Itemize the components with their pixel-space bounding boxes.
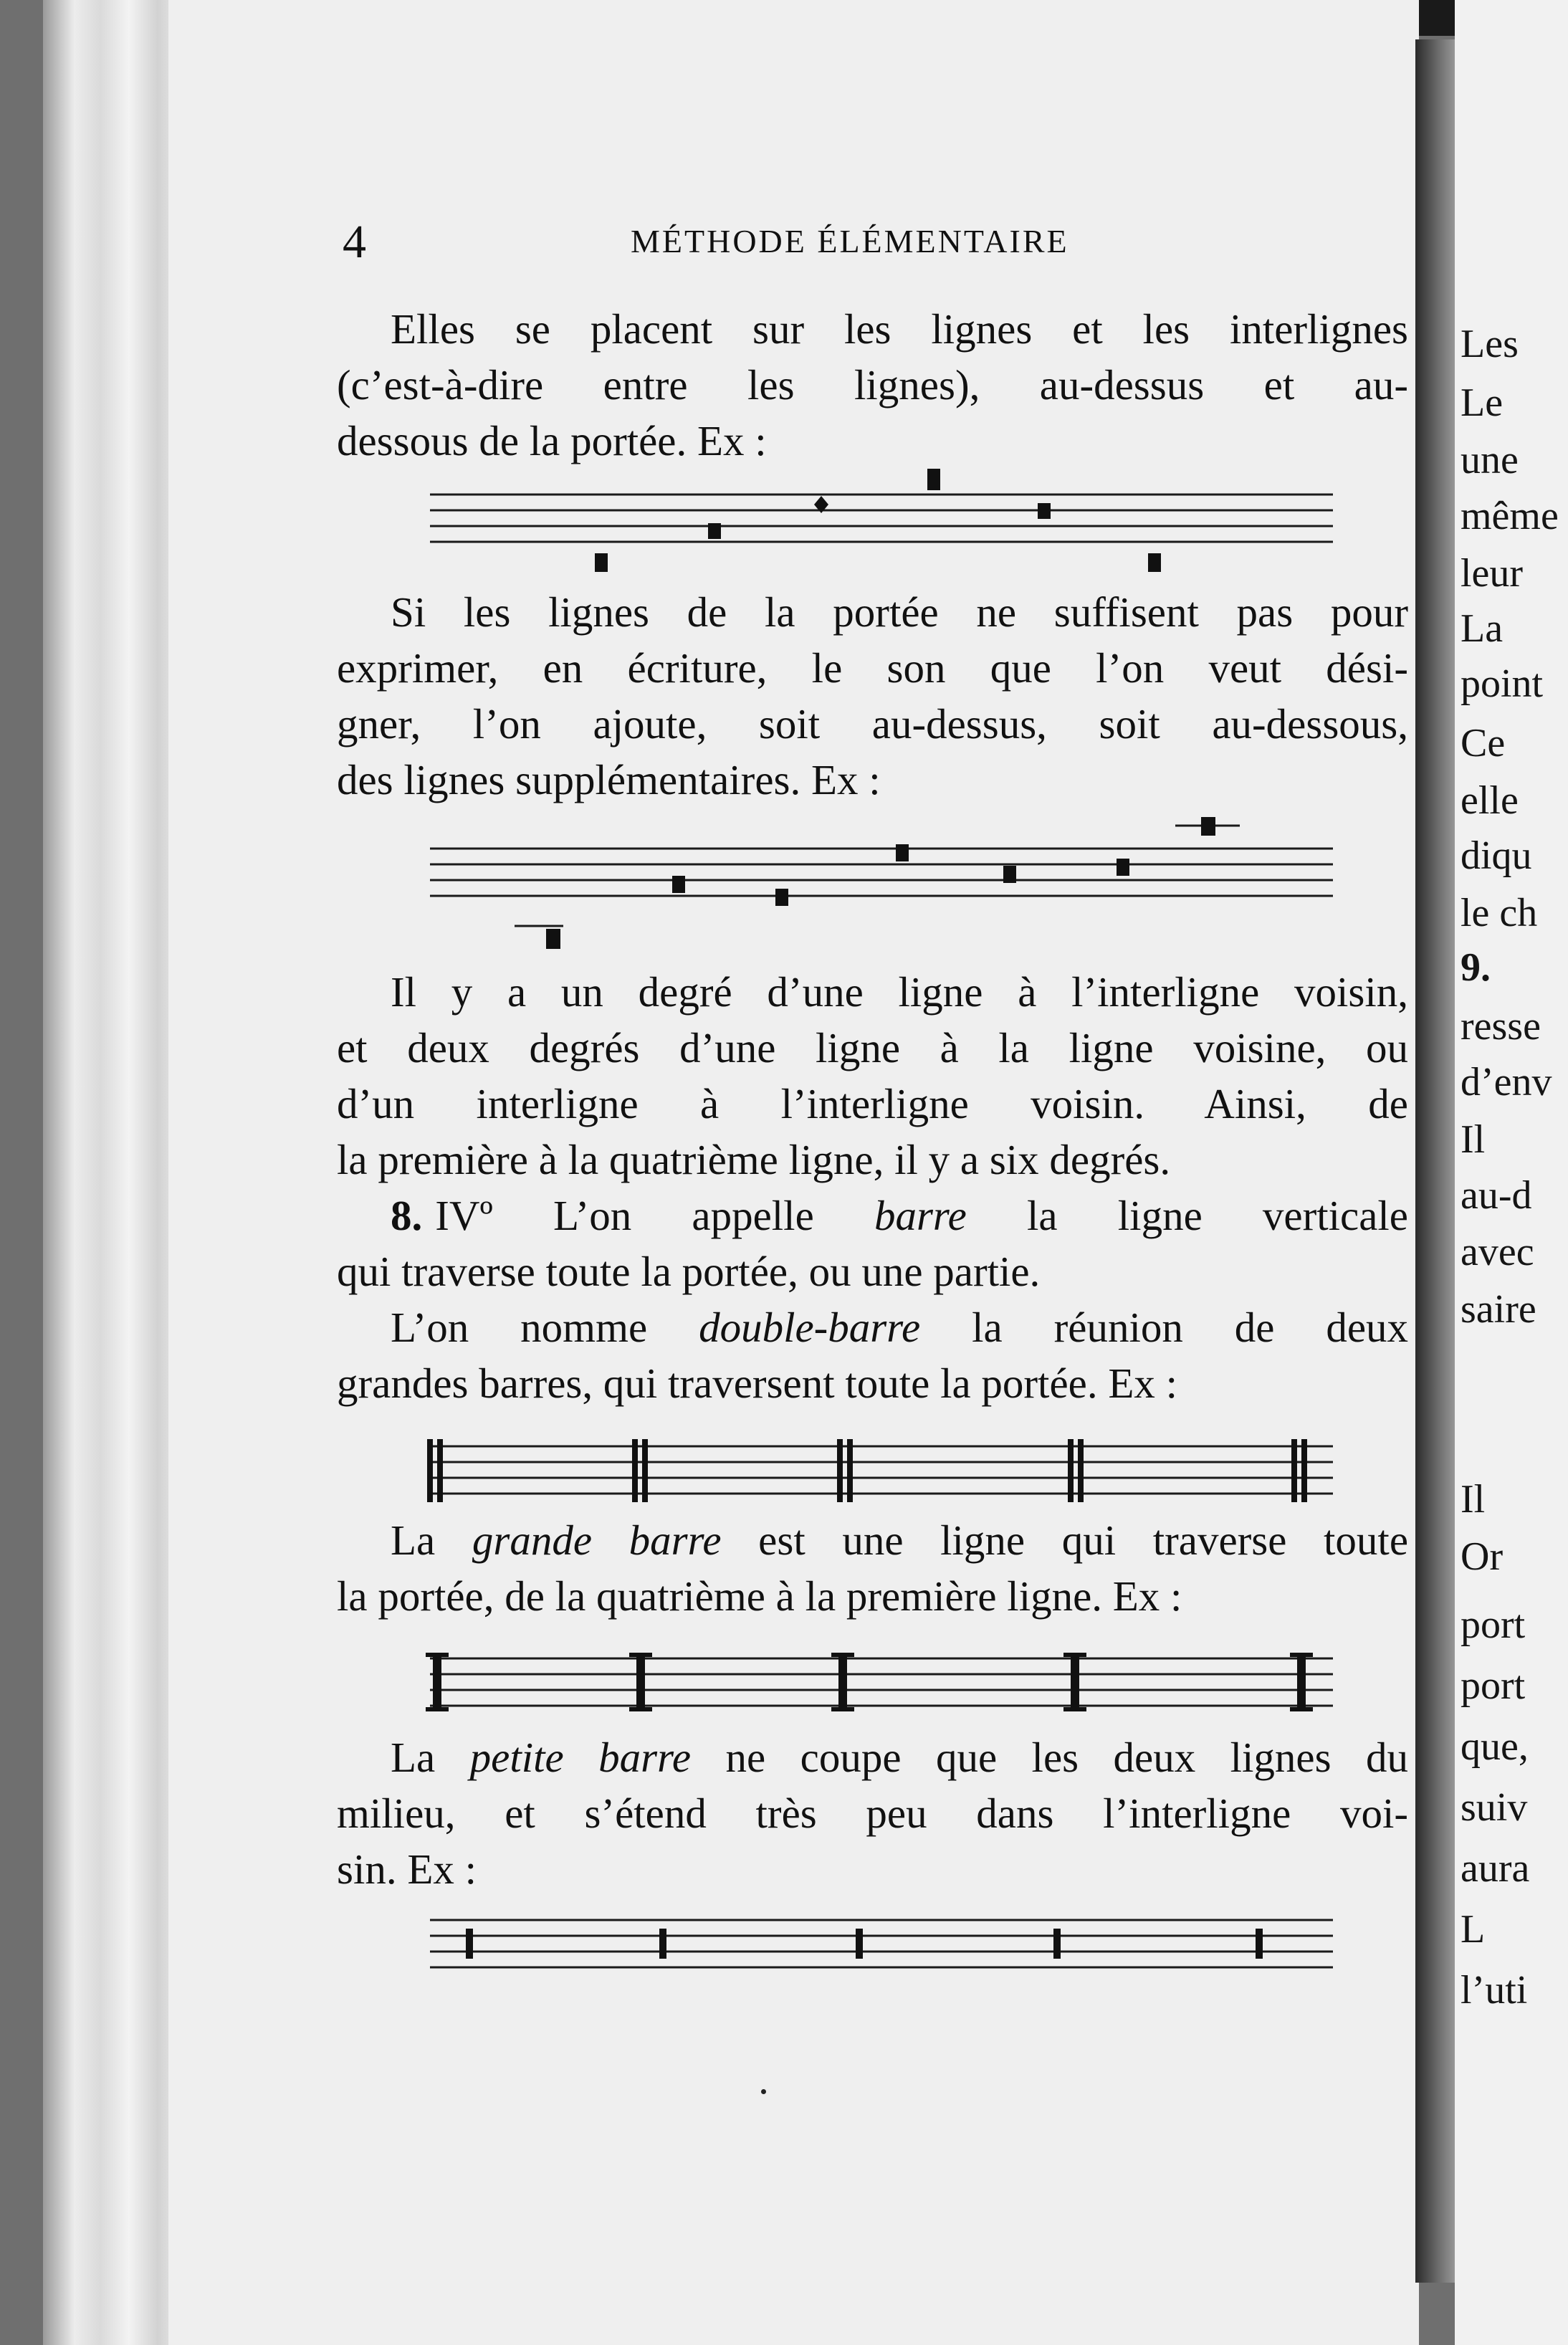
small-bar: [856, 1929, 863, 1959]
text-line: milieu, et s’étend très peu dans l’interligne voi-: [337, 1790, 1408, 1837]
adjacent-line: d’env: [1461, 1060, 1552, 1104]
text-line: La grande barre est une ligne qui traverse toute: [391, 1517, 1408, 1564]
adjacent-line: l’uti: [1461, 1968, 1528, 2012]
adjacent-line: au-d: [1461, 1173, 1532, 1218]
note: [927, 469, 940, 490]
book-page-edges: [43, 0, 186, 2345]
adjacent-line: une: [1461, 438, 1519, 482]
music-staff-example-small-bars: [423, 1910, 1340, 1982]
note: [595, 553, 608, 572]
text-line: L’on nomme double-barre la réunion de deux: [391, 1304, 1408, 1351]
adjacent-line: diqu: [1461, 834, 1532, 878]
small-bar: [1256, 1929, 1263, 1959]
text-line: Si les lignes de la portée ne suffisent pas pour: [391, 588, 1408, 636]
grand-bar: [1290, 1653, 1313, 1711]
note: [1038, 503, 1051, 519]
paragraph: [337, 964, 1408, 1188]
adjacent-line: port: [1461, 1663, 1526, 1708]
note: [775, 889, 788, 906]
note: [1201, 817, 1215, 836]
note: [1117, 859, 1129, 876]
paragraph: [337, 1188, 1408, 1299]
note: [708, 523, 721, 539]
adjacent-line: Le: [1461, 381, 1504, 425]
adjacent-line: L: [1461, 1907, 1486, 1952]
adjacent-line: elle: [1461, 778, 1519, 823]
note: [672, 876, 685, 893]
text-line: exprimer, en écriture, le son que l’on veut dési-: [337, 644, 1408, 692]
adjacent-line: La: [1461, 606, 1504, 651]
adjacent-line: point: [1461, 662, 1544, 706]
text-line: qui traverse toute la portée, ou une partie.: [337, 1248, 1041, 1295]
text-line: grandes barres, qui traversent toute la portée. Ex :: [337, 1360, 1177, 1407]
adjacent-page: [1455, 0, 1568, 2345]
adjacent-line: avec: [1461, 1230, 1534, 1274]
text-line: (c’est-à-dire entre les lignes), au-dessus et au-: [337, 361, 1408, 409]
adjacent-line: resse: [1461, 1004, 1541, 1049]
small-bar: [466, 1929, 473, 1959]
adjacent-line: aura: [1461, 1846, 1530, 1891]
text-line: Il y a un degré d’une ligne à l’interligne voisin,: [391, 968, 1408, 1016]
small-bar: [1053, 1929, 1061, 1959]
note: [1003, 866, 1016, 883]
small-bar: [659, 1929, 666, 1959]
adjacent-line: que,: [1461, 1724, 1529, 1769]
text-line: la portée, de la quatrième à la première ligne. Ex :: [337, 1572, 1182, 1620]
adjacent-line: suiv: [1461, 1785, 1528, 1830]
music-staff-example-notes: [423, 466, 1340, 581]
paragraph: [337, 1729, 1408, 1897]
text-line: gner, l’on ajoute, soit au-dessus, soit au-dessous,: [337, 700, 1408, 748]
adjacent-line: Les: [1461, 322, 1519, 366]
paragraph: [337, 1299, 1408, 1411]
text-line: et deux degrés d’une ligne à la ligne voisine, ou: [337, 1024, 1408, 1071]
text-line: dessous de la portée. Ex :: [337, 417, 767, 464]
adjacent-line: saire: [1461, 1287, 1536, 1332]
grand-bar: [426, 1653, 449, 1711]
running-head: MÉTHODE ÉLÉMENTAIRE: [631, 223, 1069, 259]
grand-bar: [1063, 1653, 1086, 1711]
paragraph: [337, 1512, 1408, 1624]
adjacent-line: le ch: [1461, 891, 1538, 935]
music-staff-example-double-bars: [423, 1433, 1340, 1512]
adjacent-line: 9.: [1461, 945, 1491, 990]
music-staff-example-grand-bars: [423, 1648, 1340, 1720]
adjacent-line: leur: [1461, 551, 1524, 596]
book-gutter: [1415, 39, 1458, 2283]
grand-bar: [831, 1653, 854, 1711]
note: [896, 844, 909, 861]
adjacent-line: port: [1461, 1603, 1526, 1647]
note: [1148, 553, 1161, 572]
page-number: 4: [343, 216, 366, 268]
text-line: des lignes supplémentaires. Ex :: [337, 756, 881, 803]
text-line: sin. Ex :: [337, 1845, 477, 1893]
paragraph: [337, 301, 1408, 469]
grand-bar: [629, 1653, 652, 1711]
adjacent-line: Or: [1461, 1534, 1504, 1579]
adjacent-line: Ce: [1461, 721, 1506, 765]
adjacent-line: même: [1461, 494, 1559, 538]
ink-speck: [761, 2089, 766, 2094]
adjacent-line: Il: [1461, 1477, 1486, 1522]
note: [546, 929, 560, 949]
section-number: 8.: [391, 1192, 423, 1239]
music-staff-example-ledger-lines: [423, 803, 1340, 968]
text-line: La petite barre ne coupe que les deux lignes du: [391, 1734, 1408, 1781]
adjacent-line: Il: [1461, 1117, 1486, 1162]
text-line: d’un interligne à l’interligne voisin. Ainsi, de: [337, 1080, 1408, 1127]
text-line: la première à la quatrième ligne, il y a six degrés.: [337, 1136, 1171, 1183]
paragraph: [337, 584, 1408, 808]
text-line: Elles se placent sur les lignes et les interlignes: [391, 305, 1408, 353]
text-line: 8. IVº L’on appelle barre la ligne verticale: [391, 1192, 1408, 1239]
